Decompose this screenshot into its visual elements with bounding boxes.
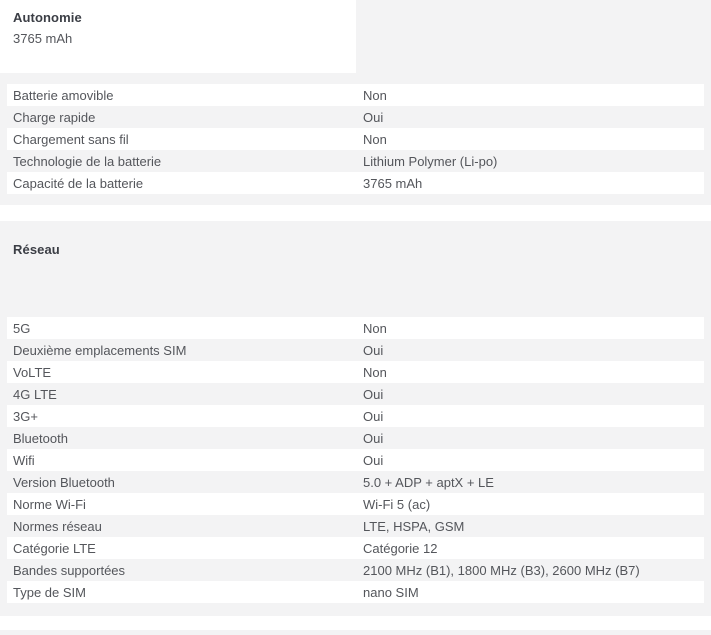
spec-row-value: Lithium Polymer (Li-po) [363, 153, 498, 169]
section-title-autonomie: Autonomie [13, 10, 82, 25]
spec-row-label: Chargement sans fil [13, 131, 129, 147]
spec-row [7, 493, 704, 515]
spec-row-label: Bandes supportées [13, 562, 126, 578]
spec-row [7, 317, 704, 339]
spec-row [7, 471, 704, 493]
section-gap [0, 73, 711, 84]
spec-row [7, 361, 704, 383]
spec-row [7, 405, 704, 427]
spec-row-label: Wifi [13, 452, 35, 468]
section-divider-strip [0, 616, 711, 630]
spec-table-autonomie [0, 84, 711, 194]
section-divider-strip [0, 205, 711, 221]
spec-row-value: 3765 mAh [363, 175, 423, 191]
spec-row-label: Normes réseau [13, 518, 102, 534]
spec-row-label: Type de SIM [13, 584, 86, 600]
section-title-reseau: Réseau [13, 242, 60, 257]
spec-row-value: 2100 MHz (B1), 1800 MHz (B3), 2600 MHz (B7) [363, 562, 640, 578]
spec-row [7, 515, 704, 537]
spec-row-label: Catégorie LTE [13, 540, 96, 556]
spec-row-value: Non [363, 320, 387, 336]
spec-row [7, 537, 704, 559]
spec-row-label: Technologie de la batterie [13, 153, 162, 169]
spec-row-label: Capacité de la batterie [13, 175, 144, 191]
spec-row-value: Oui [363, 342, 384, 358]
section-header-autonomie [0, 0, 356, 73]
spec-row-value: Catégorie 12 [363, 540, 438, 556]
spec-row-value: Oui [363, 408, 384, 424]
spec-row-value: 5.0 + ADP + aptX + LE [363, 474, 494, 490]
spec-row-value: Non [363, 364, 387, 380]
section-gap [0, 194, 711, 205]
spec-row-value: Oui [363, 452, 384, 468]
spec-row [7, 559, 704, 581]
spec-row-value: Non [363, 131, 387, 147]
spec-row-value: Oui [363, 109, 384, 125]
section-highlight-value: 3765 mAh [13, 31, 73, 46]
section-header-reseau [0, 221, 711, 317]
spec-row-label: Deuxième emplacements SIM [13, 342, 187, 358]
spec-row [7, 383, 704, 405]
spec-row-label: Version Bluetooth [13, 474, 115, 490]
spec-row-label: Charge rapide [13, 109, 96, 125]
spec-row-label: Batterie amovible [13, 87, 114, 103]
spec-row [7, 84, 704, 106]
page-bottom-gap [0, 630, 711, 635]
spec-row-value: Wi-Fi 5 (ac) [363, 496, 431, 512]
spec-row-value: LTE, HSPA, GSM [363, 518, 465, 534]
spec-row-value: nano SIM [363, 584, 419, 600]
spec-table-reseau [0, 317, 711, 603]
spec-row [7, 581, 704, 603]
section-gap [0, 603, 711, 616]
spec-row [7, 106, 704, 128]
spec-row-label: Bluetooth [13, 430, 68, 446]
spec-row-label: VoLTE [13, 364, 52, 380]
spec-row [7, 449, 704, 471]
spec-row-label: 4G LTE [13, 386, 57, 402]
spec-row [7, 427, 704, 449]
spec-row-value: Oui [363, 430, 384, 446]
spec-row [7, 172, 704, 194]
spec-row-value: Oui [363, 386, 384, 402]
spec-row [7, 150, 704, 172]
spec-row-value: Non [363, 87, 387, 103]
spec-row [7, 339, 704, 361]
spec-row [7, 128, 704, 150]
spec-row-label: 5G [13, 320, 31, 336]
spec-row-label: Norme Wi-Fi [13, 496, 86, 512]
spec-row-label: 3G+ [13, 408, 38, 424]
